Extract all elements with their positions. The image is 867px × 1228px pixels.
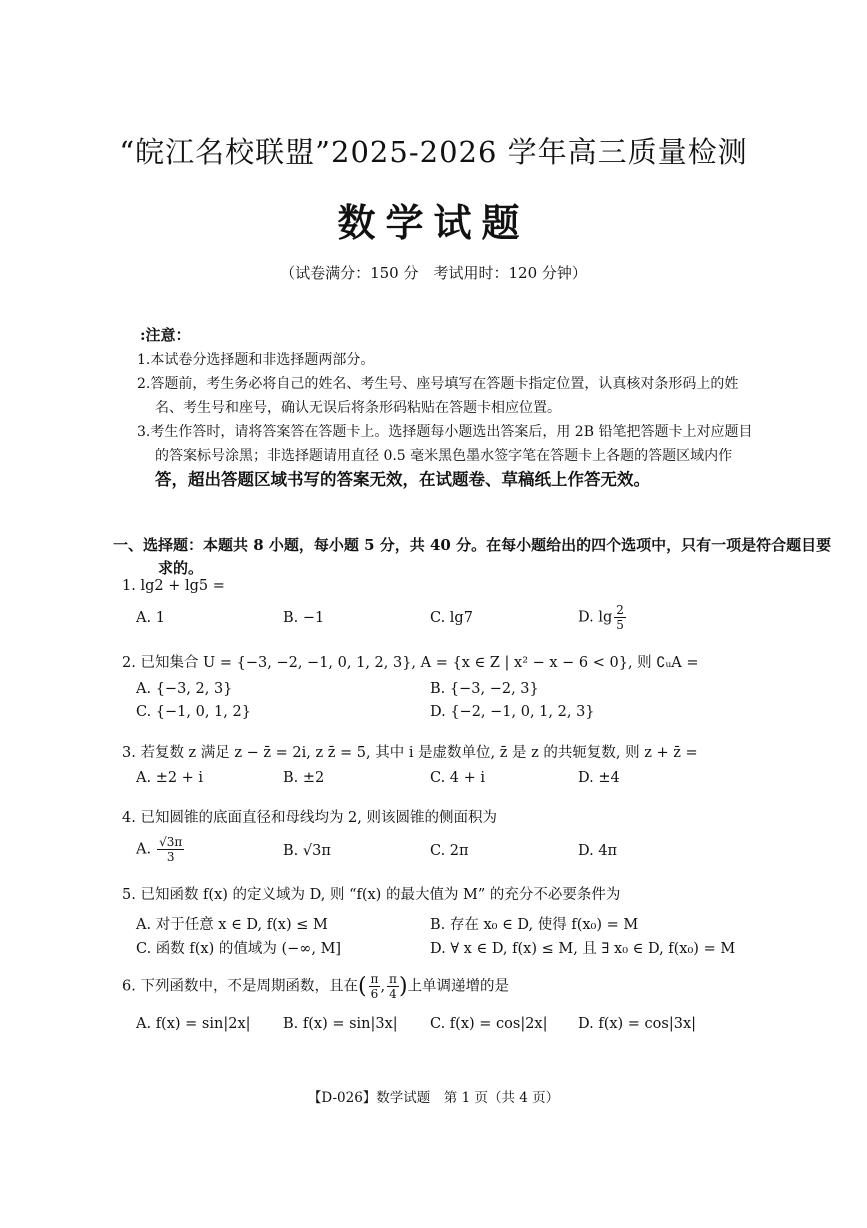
notice-line-1: 1.本试卷分选择题和非选择题两部分。 <box>137 352 375 368</box>
q6-interval-right-den: 4 <box>389 987 397 1001</box>
section-heading: 一、选择题：本题共 8 小题，每小题 5 分，共 40 分。在每小题给出的四个选项中，只有一项是符合题目要 <box>113 536 832 554</box>
q6-stem-suffix: 上单调递增的是 <box>407 978 510 995</box>
q4-option-a-fraction <box>157 836 184 863</box>
q3-option-d: D. ±4 <box>578 770 620 786</box>
notice-line-6: 答，超出答题区域书写的答案无效，在试题卷、草稿纸上作答无效。 <box>155 470 650 489</box>
q6-interval-close: ) <box>398 974 408 999</box>
q6-interval-right <box>387 973 399 1000</box>
q3-option-a: A. ±2 + i <box>136 770 204 786</box>
q4-option-b: B. √3π <box>283 843 331 859</box>
q5-option-d: D. ∀ x ∈ D, f(x) ≤ M, 且 ∃ x₀ ∈ D, f(x₀) = M <box>430 941 736 957</box>
q5-option-a: A. 对于任意 x ∈ D, f(x) ≤ M <box>136 917 328 933</box>
exam-subject: 数学试题 <box>337 200 530 245</box>
q4-option-d: D. 4π <box>578 843 618 859</box>
q1-option-a: A. 1 <box>136 610 165 626</box>
question-3-stem: 3. 若复数 z 满足 z − z̄ = 2i, z z̄ = 5, 其中 i 是虚数单位, z̄ 是 z 的共轭复数, 则 z + z̄ = <box>122 745 698 761</box>
q1-option-b: B. −1 <box>283 610 325 626</box>
q3-option-b: B. ±2 <box>283 770 325 786</box>
q6-interval-left-num: π <box>370 972 379 986</box>
question-1-stem: 1. lg2 + lg5 = <box>122 578 225 594</box>
q6-option-d: D. f(x) = cos|3x| <box>578 1016 697 1032</box>
notice-line-4: 3.考生作答时，请将答案答在答题卡上。选择题每小题选出答案后，用 2B 铅笔把答题卡上对应题目 <box>137 424 753 440</box>
q6-interval-comma: , <box>380 978 386 995</box>
question-2-stem: 2. 已知集合 U = {−3, −2, −1, 0, 1, 2, 3}, A = {x ∈ Z | x² − x − 6 < 0}, 则 ∁ᵤA = <box>122 655 699 671</box>
q1-option-d-denominator: 5 <box>616 618 624 632</box>
q4-option-a-denominator: 3 <box>166 850 175 864</box>
page-footer: 【D-026】数学试题 第 1 页（共 4 页） <box>307 1090 560 1106</box>
q6-interval-open: ( <box>357 974 367 999</box>
q6-interval-left <box>369 973 381 1000</box>
question-5-stem: 5. 已知函数 f(x) 的定义域为 D, 则 “f(x) 的最大值为 M” 的充分不必要条件为 <box>122 887 621 903</box>
question-4-stem: 4. 已知圆锥的底面直径和母线均为 2, 则该圆锥的侧面积为 <box>122 810 497 826</box>
q6-option-a: A. f(x) = sin|2x| <box>136 1016 251 1032</box>
q4-option-a-numerator: √3π <box>159 835 183 849</box>
q6-interval-left-den: 6 <box>370 987 379 1001</box>
q1-option-d-fraction <box>614 604 626 631</box>
notice-line-3: 名、考生号和座号，确认无误后将条形码粘贴在答题卡相应位置。 <box>155 400 561 416</box>
q6-interval-right-num: π <box>389 972 397 986</box>
q5-option-c: C. 函数 f(x) 的值域为 (−∞, M] <box>136 941 342 957</box>
notice-heading: :注意： <box>140 326 191 344</box>
q1-option-c: C. lg7 <box>430 610 473 626</box>
q2-option-d: D. {−2, −1, 0, 1, 2, 3} <box>430 704 595 720</box>
q2-option-a: A. {−3, 2, 3} <box>136 681 233 697</box>
q4-option-a <box>136 836 184 863</box>
q5-option-b: B. 存在 x₀ ∈ D, 使得 f(x₀) = M <box>430 917 639 933</box>
section-heading-cont: 求的。 <box>158 559 204 577</box>
q6-stem-prefix: 6. 下列函数中，不是周期函数，且在 <box>122 978 358 995</box>
q1-option-d <box>578 604 626 631</box>
q6-option-c: C. f(x) = cos|2x| <box>430 1016 548 1032</box>
exam-meta: （试卷满分：150 分 考试用时：120 分钟） <box>280 264 587 282</box>
question-6-stem <box>122 973 509 1000</box>
q4-option-c: C. 2π <box>430 843 469 859</box>
exam-title: “皖江名校联盟”2025-2026 学年高三质量检测 <box>119 135 748 169</box>
q1-option-d-prefix: D. lg <box>578 609 613 626</box>
q3-option-c: C. 4 + i <box>430 770 486 786</box>
q2-option-c: C. {−1, 0, 1, 2} <box>136 704 251 720</box>
notice-line-5: 的答案标号涂黑；非选择题请用直径 0.5 毫米黑色墨水签字笔在答题卡上各题的答题区域内作 <box>155 448 733 464</box>
q1-option-d-numerator: 2 <box>616 603 624 617</box>
notice-line-2: 2.答题前，考生务必将自己的姓名、考生号、座号填写在答题卡指定位置，认真核对条形码上的姓 <box>137 376 739 392</box>
q2-option-b: B. {−3, −2, 3} <box>430 681 539 697</box>
q4-option-a-prefix: A. <box>136 841 152 858</box>
q6-option-b: B. f(x) = sin|3x| <box>283 1016 398 1032</box>
